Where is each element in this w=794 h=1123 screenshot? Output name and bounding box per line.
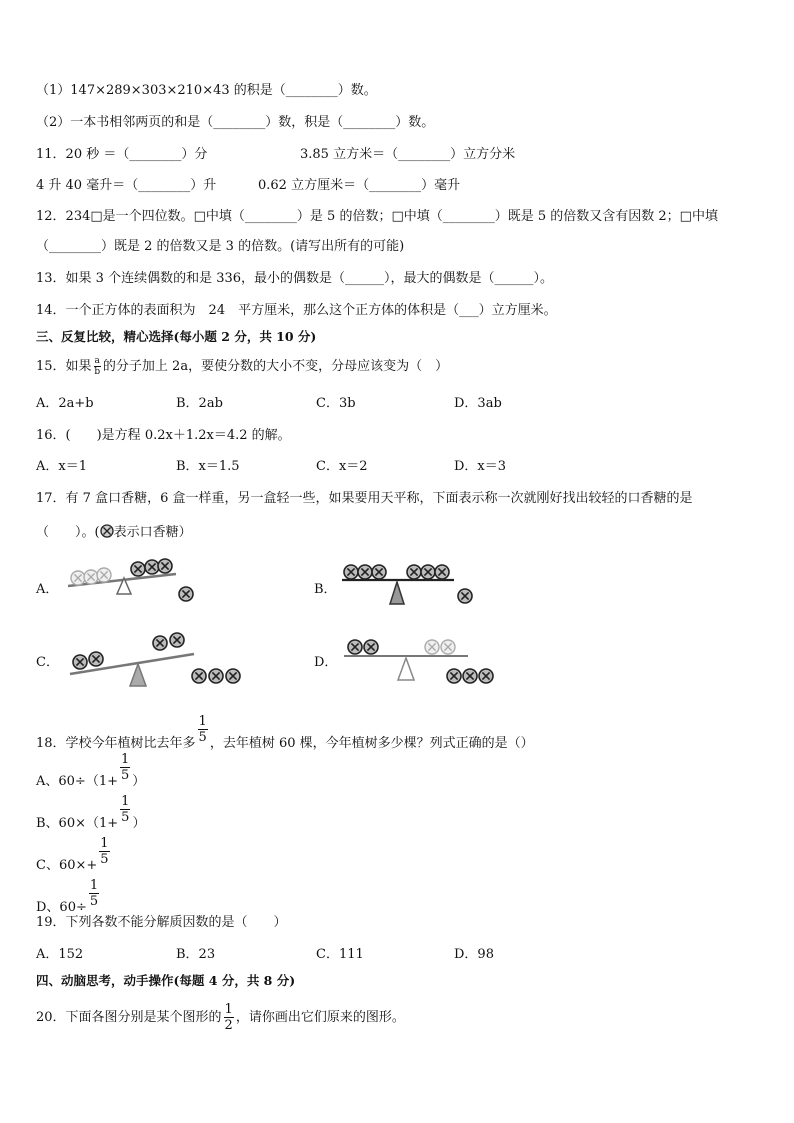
q18-text <box>36 714 534 753</box>
q19-option-d[interactable]: D．98 <box>454 947 494 962</box>
q15-option-d[interactable]: D．3ab <box>454 396 502 411</box>
q11-line1-right: 3.85 立方米＝（________）立方分米 <box>300 147 516 162</box>
q17-option-c-label[interactable]: C． <box>36 655 59 670</box>
frac-den: 5 <box>89 894 99 909</box>
q15-frac-num: a <box>94 356 100 366</box>
q10-part2: （2）一本书相邻两页的和是（________）数，积是（________）数。 <box>36 115 435 130</box>
frac-num: 1 <box>89 878 99 893</box>
q18-pre: 18．学校今年植树比去年多 <box>36 736 196 751</box>
section-4-heading: 四、动脑思考，动手操作(每题 4 分，共 8 分) <box>36 973 296 988</box>
q15-pre: 15．如果 <box>36 359 92 374</box>
q17-line1: 17．有 7 盒口香糖，6 盒一样重，另一盒轻一些，如果要用天平称，下面表示称一次就刚好找出较轻的口香糖的是 <box>36 491 693 506</box>
q18-post: ，去年植树 60 棵，今年植树多少棵？列式正确的是（） <box>209 736 534 751</box>
q19-text: 19．下列各数不能分解质因数的是（ ） <box>36 915 287 930</box>
q16-option-b[interactable]: B．x＝1.5 <box>176 459 240 474</box>
q15-frac-den: b <box>94 367 101 377</box>
q18-option-d-pre: D、60÷ <box>36 900 87 915</box>
q18-option-b-post: ） <box>132 816 146 831</box>
q20-text <box>36 1002 405 1033</box>
q18-option-c[interactable] <box>36 836 112 875</box>
frac-den: 5 <box>121 768 130 783</box>
q17-option-a-balance[interactable] <box>64 556 204 608</box>
q20-fraction <box>224 1002 234 1033</box>
q18-option-c-pre: C、60×+ <box>36 858 98 873</box>
q16-option-d[interactable]: D．x＝3 <box>454 459 507 474</box>
q18-frac-num: 1 <box>198 714 207 729</box>
q20-frac-num: 1 <box>224 1002 233 1017</box>
q16-text: 16．( )是方程 0.2x＋1.2x＝4.2 的解。 <box>36 428 291 443</box>
q14-text: 14．一个正方体的表面积为 24 平方厘米，那么这个正方体的体积是（___）立方厘米。 <box>36 303 557 318</box>
q13-text: 13．如果 3 个连续偶数的和是 336，最小的偶数是（______），最大的偶数是（______）。 <box>36 271 554 286</box>
q19-option-c[interactable]: C．111 <box>316 947 364 962</box>
q17-option-b-balance[interactable] <box>340 556 480 608</box>
q18-option-c-fraction <box>99 836 109 867</box>
q18-option-a[interactable] <box>36 752 145 791</box>
q12-line2: （________）既是 2 的倍数又是 3 的倍数。(请写出所有的可能) <box>36 239 405 254</box>
q20-frac-den: 2 <box>224 1018 233 1033</box>
frac-num: 1 <box>121 752 130 767</box>
q18-option-b-fraction <box>120 794 130 825</box>
q17-line2-pre: （ ）。( <box>36 525 100 540</box>
frac-den: 5 <box>100 852 109 867</box>
q11-line2-left: 4 升 40 毫升＝（________）升 <box>36 178 217 193</box>
q18-fraction <box>198 714 208 745</box>
q17-option-a-label[interactable]: A． <box>36 582 59 597</box>
q15-text <box>36 356 448 377</box>
q16-option-a[interactable]: A．x＝1 <box>36 459 87 474</box>
q16-option-c[interactable]: C．x＝2 <box>316 459 368 474</box>
frac-num: 1 <box>121 794 130 809</box>
q18-option-a-pre: A、60÷（1+ <box>36 774 118 789</box>
q20-pre: 20．下面各图分别是某个图形的 <box>36 1010 222 1025</box>
q18-option-a-post: ） <box>132 774 146 789</box>
q10-part1: （1）147×289×303×210×43 的积是（________）数。 <box>36 83 377 98</box>
q12-line1: 12．234□是一个四位数。□中填（________）是 5 的倍数；□中填（________）既是 5 的倍数又含有因数 2；□中填 <box>36 209 718 224</box>
q15-option-c[interactable]: C．3b <box>316 396 356 411</box>
q17-line2 <box>36 524 192 542</box>
q11-line1-left: 11．20 秒 ＝（________）分 <box>36 147 208 162</box>
gum-box-icon <box>100 524 114 538</box>
q18-option-d[interactable] <box>36 878 101 917</box>
q17-option-b-label[interactable]: B． <box>314 582 337 597</box>
q17-option-c-balance[interactable] <box>64 628 254 692</box>
q11-line2-right: 0.62 立方厘米＝（________）毫升 <box>258 178 461 193</box>
q18-option-a-fraction <box>120 752 130 783</box>
q18-frac-den: 5 <box>198 730 207 745</box>
q20-post: ，请你画出它们原来的图形。 <box>235 1010 405 1025</box>
q18-option-d-fraction <box>89 878 99 909</box>
frac-den: 5 <box>121 810 130 825</box>
q15-fraction <box>94 356 101 377</box>
q17-option-d-label[interactable]: D． <box>314 655 338 670</box>
q19-option-a[interactable]: A．152 <box>36 947 84 962</box>
q15-post: 的分子加上 2a，要使分数的大小不变，分母应该变为（ ） <box>102 359 449 374</box>
section-3-heading: 三、反复比较，精心选择(每小题 2 分，共 10 分) <box>36 329 317 344</box>
q17-option-d-balance[interactable] <box>342 630 504 690</box>
frac-num: 1 <box>100 836 109 851</box>
q18-option-b[interactable] <box>36 794 145 833</box>
q15-option-b[interactable]: B．2ab <box>176 396 223 411</box>
q15-option-a[interactable]: A．2a+b <box>36 396 94 411</box>
q18-option-b-pre: B、60×（1+ <box>36 816 119 831</box>
q19-option-b[interactable]: B．23 <box>176 947 216 962</box>
q17-line2-post: 表示口香糖） <box>113 525 192 540</box>
